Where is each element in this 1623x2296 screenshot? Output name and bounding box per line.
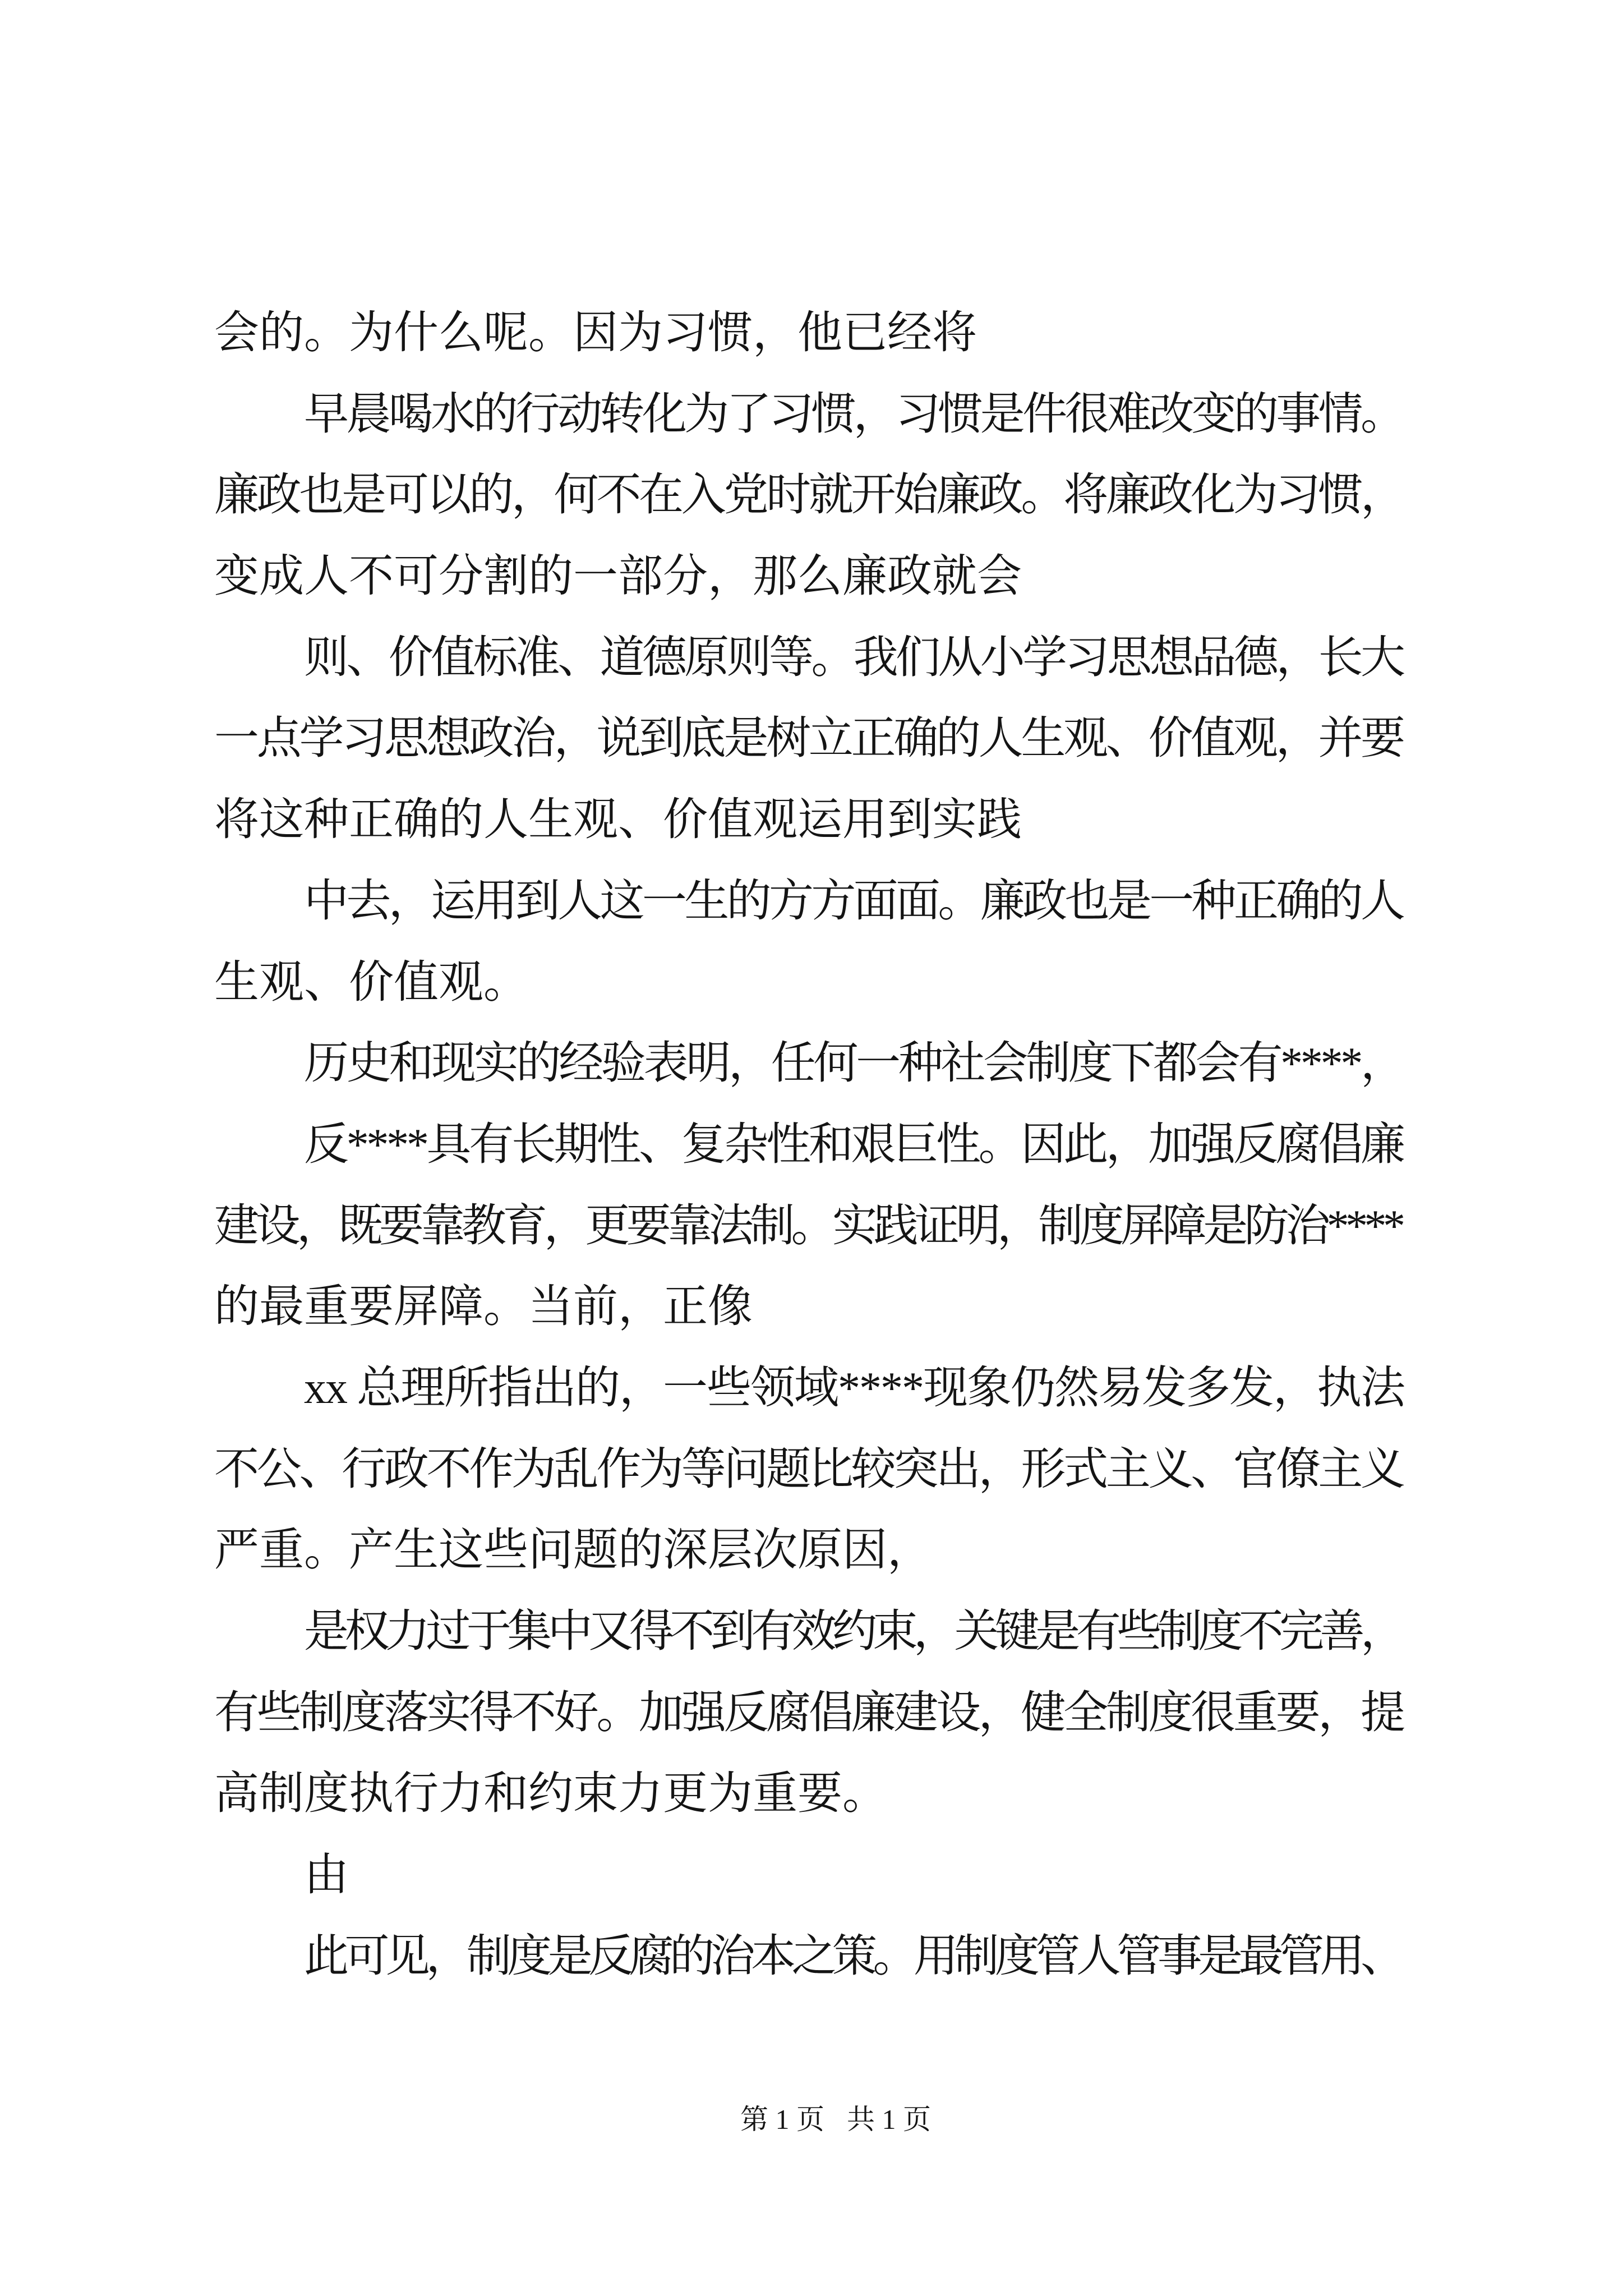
text-line: xx 总理所指出的，一些领域****现象仍然易发多发，执法 xyxy=(304,1363,1404,1413)
paragraph xyxy=(214,1835,1405,1916)
page-footer xyxy=(740,2100,931,2139)
text-line: 早晨喝水的行动转化为了习惯，习惯是件很难改变的事情。 xyxy=(304,389,1403,439)
text-line: 一点学习思想政治，说到底是树立正确的人生观、价值观，并要 xyxy=(214,714,1403,764)
paragraph xyxy=(214,1591,1405,1835)
text-line: 中去，运用到人这一生的方方面面。廉政也是一种正确的人 xyxy=(304,876,1403,926)
document-body xyxy=(214,293,1405,1997)
text-line: 历史和现实的经验表明，任何一种社会制度下都会有****， xyxy=(304,1039,1403,1089)
text-line: 有些制度落实得不好。加强反腐倡廉建设，健全制度很重要，提 xyxy=(214,1688,1403,1738)
paragraph xyxy=(214,1348,1405,1591)
text-line: 不公、行政不作为乱作为等问题比较突出，形式主义、官僚主义 xyxy=(214,1444,1403,1494)
paragraph xyxy=(214,861,1405,1023)
text-line: 廉政也是可以的，何不在入党时就开始廉政。将廉政化为习惯， xyxy=(214,471,1403,521)
text-line: 严重。产生这些问题的深层次原因， xyxy=(214,1526,932,1576)
paragraph xyxy=(214,1916,1405,1998)
text-line: 建设，既要靠教育，更要靠法制。实践证明，制度屏障是防治**** xyxy=(214,1201,1402,1251)
paragraph xyxy=(214,618,1405,861)
paragraph xyxy=(214,1023,1405,1105)
text-line: 的最重要屏障。当前，正像 xyxy=(214,1282,753,1332)
text-line: 则、价值标准、道德原则等。我们从小学习思想品德，长大 xyxy=(304,633,1403,683)
text-line: 生观、价值观。 xyxy=(214,958,528,1007)
text-line: 由 xyxy=(304,1851,349,1901)
paragraph xyxy=(214,374,1405,618)
text-line: 将这种正确的人生观、价值观运用到实践 xyxy=(214,795,1022,845)
text-line: 反****具有长期性、复杂性和艰巨性。因此，加强反腐倡廉 xyxy=(304,1120,1403,1170)
text-line: 是权力过于集中又得不到有效约束，关键是有些制度不完善， xyxy=(304,1607,1401,1657)
text-line: 会的。为什么呢。因为习惯，他已经将 xyxy=(214,309,977,358)
text-line: 变成人不可分割的一部分，那么廉政就会 xyxy=(214,552,1022,602)
page-number-current: 第 1 页 xyxy=(740,2104,824,2135)
paragraph xyxy=(214,293,1405,374)
paragraph xyxy=(214,1105,1405,1348)
text-line: 高制度执行力和约束力更为重要。 xyxy=(214,1769,887,1819)
page-count-total: 共 1 页 xyxy=(847,2104,931,2135)
text-line: 此可见，制度是反腐的治本之策。用制度管人管事是最管用、 xyxy=(304,1931,1401,1981)
